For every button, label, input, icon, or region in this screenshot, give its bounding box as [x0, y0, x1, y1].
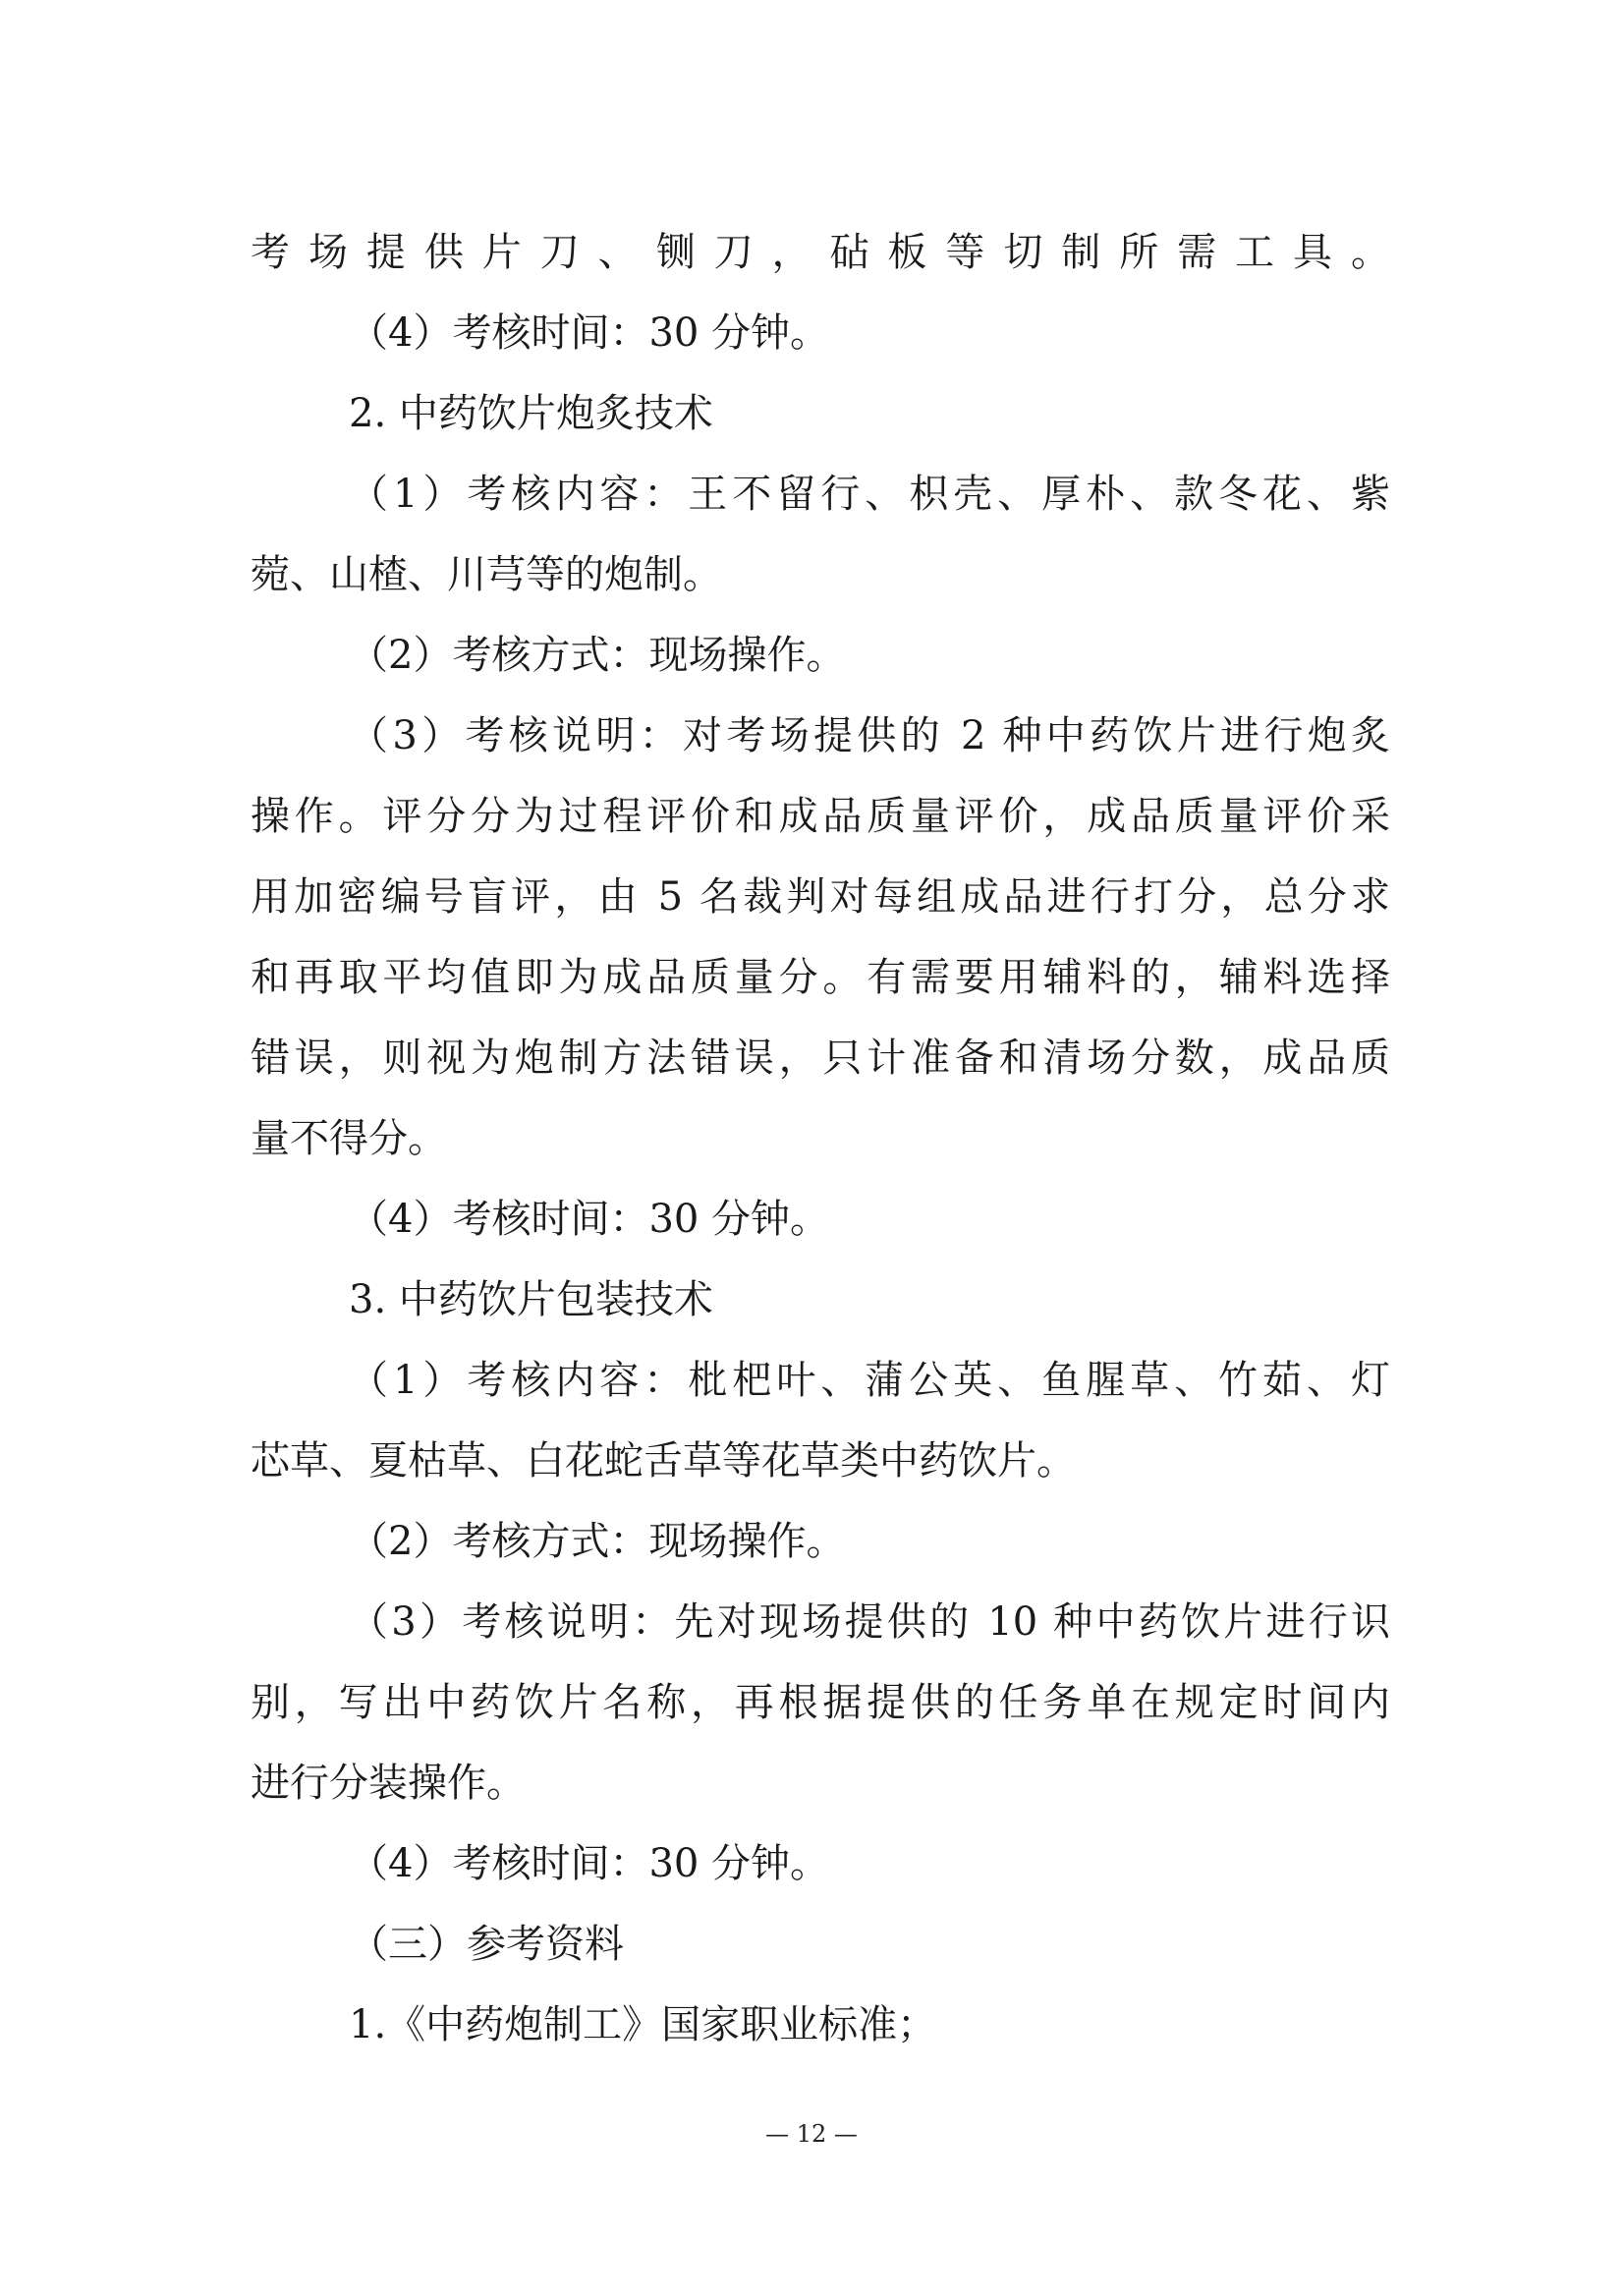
paragraph-line: 考场提供片刀、铡刀，砧板等切制所需工具。: [251, 230, 1390, 275]
paragraph-line: 错误，则视为炮制方法错误，只计准备和清场分数，成品质: [251, 1036, 1390, 1081]
paragraph-line: （1）考核内容：枇杷叶、蒲公英、鱼腥草、竹茹、灯: [349, 1358, 1390, 1403]
body-text: [251, 212, 1390, 2065]
paragraph-line: 和再取平均值即为成品质量分。有需要用辅料的，辅料选择: [251, 955, 1390, 1000]
paragraph-line: （3）考核说明：对考场提供的 2 种中药饮片进行炮炙: [349, 713, 1390, 758]
paragraph-line: （4）考核时间：30 分钟。: [349, 1197, 830, 1242]
paragraph-line: （4）考核时间：30 分钟。: [349, 1841, 830, 1886]
section-heading: （三）参考资料: [349, 1922, 624, 1967]
paragraph-line: （3）考核说明：先对现场提供的 10 种中药饮片进行识: [349, 1599, 1390, 1645]
section-heading: 3. 中药饮片包装技术: [349, 1277, 713, 1322]
section-heading: 2. 中药饮片炮炙技术: [349, 391, 713, 436]
paragraph-line: 菀、山楂、川芎等的炮制。: [251, 552, 722, 597]
reference-item: 1.《中药炮制工》国家职业标准；: [349, 2002, 937, 2047]
paragraph-line: （4）考核时间：30 分钟。: [349, 310, 830, 356]
paragraph-line: （1）考核内容：王不留行、枳壳、厚朴、款冬花、紫: [349, 472, 1390, 517]
paragraph-line: （2）考核方式：现场操作。: [349, 633, 846, 678]
paragraph-line: 操作。评分分为过程评价和成品质量评价，成品质量评价采: [251, 794, 1390, 839]
paragraph-line: （2）考核方式：现场操作。: [349, 1519, 846, 1564]
paragraph-line: 进行分装操作。: [251, 1761, 526, 1806]
paragraph-line: 量不得分。: [251, 1116, 447, 1161]
page-number: — 12 —: [765, 2120, 858, 2148]
paragraph-line: 用加密编号盲评，由 5 名裁判对每组成品进行打分，总分求: [251, 874, 1390, 920]
paragraph-line: 别，写出中药饮片名称，再根据提供的任务单在规定时间内: [251, 1680, 1390, 1725]
paragraph-line: 芯草、夏枯草、白花蛇舌草等花草类中药饮片。: [251, 1438, 1076, 1484]
